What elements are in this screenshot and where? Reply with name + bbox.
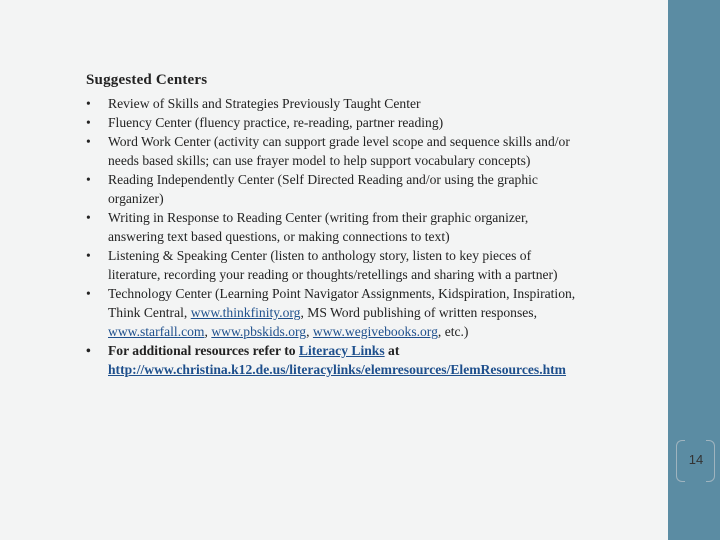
list-item-line: [108, 113, 666, 132]
slide-heading: Suggested Centers: [86, 72, 208, 88]
list-item-text: needs based skills; can use frayer model to help support vocabulary concepts): [108, 153, 531, 168]
list-item-line: [108, 94, 666, 113]
list-item-line: [108, 208, 666, 227]
list-item-text: Listening & Speaking Center (listen to anthology story, listen to key pieces of: [108, 248, 532, 263]
list-item: [86, 284, 666, 341]
list-item-text: Think Central,: [108, 305, 191, 320]
list-item-line: [108, 284, 666, 303]
list-item-line: [108, 265, 666, 284]
bullet-marker: •: [86, 172, 91, 187]
list-item-text: For additional resources refer to: [108, 343, 299, 358]
list-item: [86, 132, 666, 170]
list-item-text: Word Work Center (activity can support grade level scope and sequence skills and/or: [108, 134, 570, 149]
list-item-text: Review of Skills and Strategies Previously Taught Center: [108, 96, 421, 111]
list-item-text: , MS Word publishing of written responses,: [300, 305, 537, 320]
list-item: [86, 341, 666, 379]
centers-list: [86, 94, 666, 379]
list-item-line: [108, 360, 666, 379]
list-item: [86, 113, 666, 132]
list-item-line: [108, 246, 666, 265]
bullet-marker: •: [86, 96, 91, 111]
hyperlink[interactable]: www.thinkfinity.org: [190, 305, 301, 320]
bullet-marker: •: [86, 134, 91, 149]
list-item-text: Fluency Center (fluency practice, re-reading, partner reading): [108, 115, 444, 130]
list-item-text: Writing in Response to Reading Center (writing from their graphic organizer,: [108, 210, 529, 225]
list-item-line: [108, 303, 666, 322]
bullet-marker: •: [86, 115, 91, 130]
list-item-line: [108, 341, 666, 360]
list-item: [86, 208, 666, 246]
list-item-line: [108, 132, 666, 151]
list-item-text: ,: [306, 324, 313, 339]
list-item-line: [108, 170, 666, 189]
hyperlink[interactable]: www.wegivebooks.org: [312, 324, 438, 339]
list-item: [86, 94, 666, 113]
list-item-line: [108, 322, 666, 341]
bullet-marker: •: [86, 343, 91, 358]
list-item-text: organizer): [108, 191, 164, 206]
list-item-text: literature, recording your reading or thoughts/retellings and sharing with a partner): [108, 267, 558, 282]
list-item-line: [108, 189, 666, 208]
bullet-marker: •: [86, 248, 91, 263]
page-number: 14: [688, 452, 704, 467]
list-item-line: [108, 227, 666, 246]
list-item: [86, 170, 666, 208]
hyperlink[interactable]: Literacy Links: [298, 343, 385, 358]
bullet-marker: •: [86, 210, 91, 225]
hyperlink[interactable]: www.starfall.com: [108, 324, 205, 339]
list-item-text: , etc.): [437, 324, 469, 339]
list-item-line: [108, 151, 666, 170]
list-item-text: at: [384, 343, 400, 358]
list-item-text: ,: [204, 324, 212, 339]
list-item-text: Technology Center (Learning Point Navigator Assignments, Kidspiration, Inspiration,: [108, 286, 576, 301]
bullet-marker: •: [86, 286, 91, 301]
hyperlink[interactable]: http://www.christina.k12.de.us/literacylinks/elemresources/ElemResources.htm: [108, 362, 567, 377]
hyperlink[interactable]: www.pbskids.org: [211, 324, 307, 339]
list-item-text: Reading Independently Center (Self Directed Reading and/or using the graphic: [108, 172, 538, 187]
list-item-text: answering text based questions, or making connections to text): [108, 229, 450, 244]
list-item: [86, 246, 666, 284]
